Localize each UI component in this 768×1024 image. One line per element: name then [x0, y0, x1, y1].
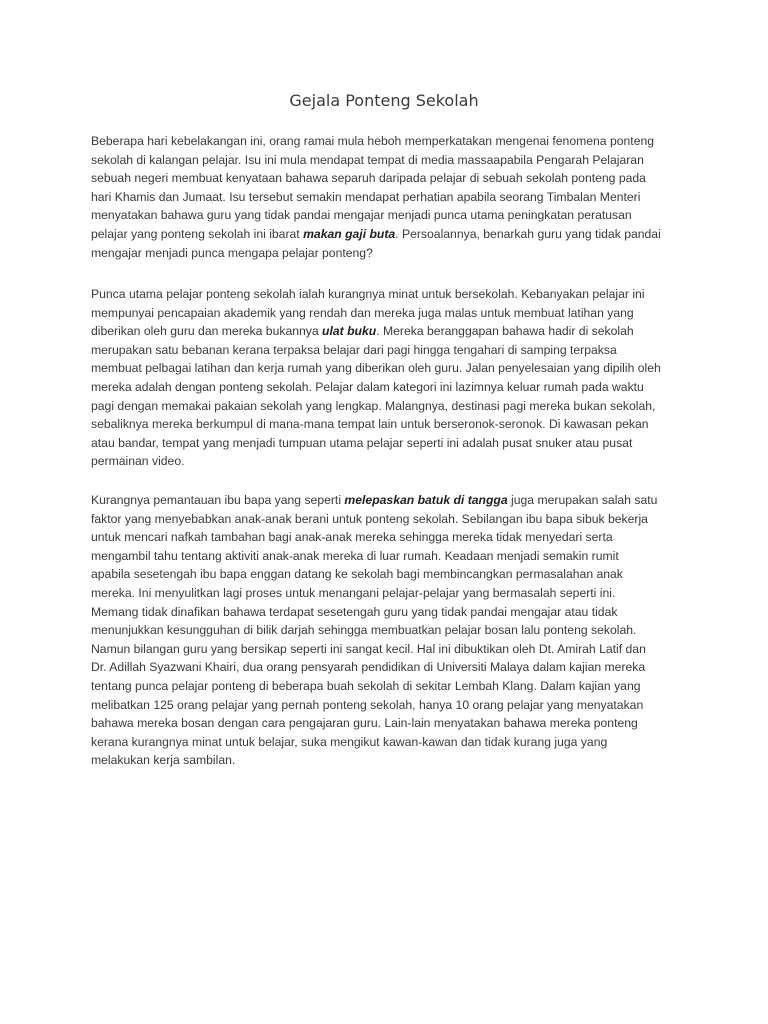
paragraph-line: untuk mencari nafkah tambahan bagi anak-anak mereka sehingga mereka tidak menyedari serta — [91, 530, 613, 545]
paragraph-line: menyatakan bahawa guru yang tidak pandai mengajar menjadi punca utama peningkatan peratusan — [91, 208, 632, 223]
emphasis-phrase: ulat buku — [322, 324, 377, 339]
line-text: Kurangnya pemantauan ibu bapa yang seperti — [91, 493, 345, 507]
paragraph-1 — [91, 132, 681, 262]
emphasis-phrase: makan gaji buta — [303, 226, 396, 241]
paragraph-line: Beberapa hari kebelakangan ini, orang ramai mula heboh memperkatakan mengenai fenomena ponteng — [91, 134, 655, 148]
line-text: diberikan oleh guru dan mereka bukannya — [91, 324, 323, 339]
paragraph-line: hari Khamis dan Jumaat. Isu tersebut semakin mendapat perhatian apabila seorang Timbalan Menteri — [91, 189, 641, 204]
line-text: juga merupakan salah satu — [507, 493, 658, 507]
paragraph-line — [91, 491, 681, 510]
paragraph-line: Punca utama pelajar ponteng sekolah ialah kurangnya minat untuk bersekolah. Kebanyakan pelajar ini — [91, 287, 645, 301]
paragraph-line: melakukan kerja sambilan. — [91, 753, 236, 768]
paragraph-line: permainan video. — [91, 454, 185, 469]
paragraph-line: melibatkan 125 orang pelajar yang pernah ponteng sekolah, hanya 10 orang pelajar yang menyatakan — [91, 697, 644, 712]
paragraph-line: Dr. Adillah Syazwani Khairi, dua orang pensyarah pendidikan di Universiti Malaya dalam kajian mereka — [91, 660, 646, 675]
line-text: . Persoalannya, benarkah guru yang tidak pandai — [395, 226, 661, 241]
paragraph-line: pagi dengan memakai pakaian sekolah yang lengkap. Malangnya, destinasi pagi mereka bukan sekolah, — [91, 398, 656, 413]
paragraph-line: membuat pelbagai latihan dan kerja rumah yang diberikan oleh guru. Jalan penyelesaian yang dipilih oleh — [91, 361, 661, 376]
paragraph-line: bahawa mereka bosan dengan cara pengajaran guru. Lain-lain menyatakan bahawa mereka ponteng — [91, 716, 638, 731]
paragraph-line: faktor yang menyebabkan anak-anak berani untuk ponteng sekolah. Sebilangan ibu bapa sibuk bekerja — [91, 511, 648, 526]
paragraph-line: Memang tidak dinafikan bahawa terdapat sesetengah guru yang tidak pandai mengajar atau tidak — [91, 604, 618, 619]
paragraph-line: sekolah di kalangan pelajar. Isu ini mula mendapat tempat di media massaapabila Pengarah Pelajaran — [91, 152, 644, 167]
paragraph-line: apabila sesetengah ibu bapa enggan datang ke sekolah bagi membincangkan permasalahan anak — [91, 567, 623, 582]
emphasis-phrase: melepaskan batuk di tangga — [344, 493, 508, 507]
paragraph-line: sebaliknya mereka berkumpul di mana-mana tempat lain untuk berseronok-seronok. Di kawasan pekan — [91, 417, 649, 432]
paragraph-line — [91, 322, 681, 341]
paragraph-line: atau bandar, tempat yang menjadi tumpuan utama pelajar seperti ini adalah pusat snuker atau pusat — [91, 435, 633, 450]
paragraph-line: menunjukkan kesungguhan di bilik darjah sehingga membuatkan pelajar bosan lalu ponteng sekolah. — [91, 623, 637, 638]
paragraph-line: kerana kurangnya minat untuk belajar, suka mengikut kawan-kawan dan tidak kurang juga yang — [91, 734, 608, 749]
paragraph-line: mengajar menjadi punca mengapa pelajar ponteng? — [91, 245, 373, 260]
paragraph-line: merupakan satu bebanan kerana terpaksa belajar dari pagi hingga tengahari di samping terpaksa — [91, 342, 617, 357]
line-text: . Mereka beranggapan bahawa hadir di sekolah — [376, 324, 634, 339]
paragraph-line: mengambil tahu tentang aktiviti anak-anak mereka di luar rumah. Keadaan menjadi semakin rumit — [91, 548, 619, 563]
paragraph-3 — [91, 491, 681, 770]
paragraph-line: Namun bilangan guru yang bersikap seperti ini sangat kecil. Hal ini dibuktikan oleh Dt. Amirah Latif dan — [91, 641, 646, 656]
paragraph-line: tentang punca pelajar ponteng di beberapa buah sekolah di sekitar Lembah Klang. Dalam kajian yang — [91, 678, 641, 693]
paragraph-line — [91, 225, 681, 244]
paragraph-line: mereka adalah dengan ponteng sekolah. Pelajar dalam kategori ini lazimnya keluar rumah pada waktu — [91, 379, 644, 394]
paragraph-2 — [91, 285, 681, 471]
document-title: Gejala Ponteng Sekolah — [289, 91, 479, 110]
line-text: pelajar yang ponteng sekolah ini ibarat — [91, 226, 304, 241]
paragraph-line: sebuah negeri membuat kenyataan bahawa separuh daripada pelajar di sebuah sekolah ponteng pada — [91, 171, 646, 186]
paragraph-line: mempunyai pencapaian akademik yang rendah dan mereka juga malas untuk membuat latihan yang — [91, 305, 634, 320]
paragraph-line: mereka. Ini menyulitkan lagi proses untuk menangani pelajar-pelajar yang bermasalah seperti ini. — [91, 585, 616, 600]
